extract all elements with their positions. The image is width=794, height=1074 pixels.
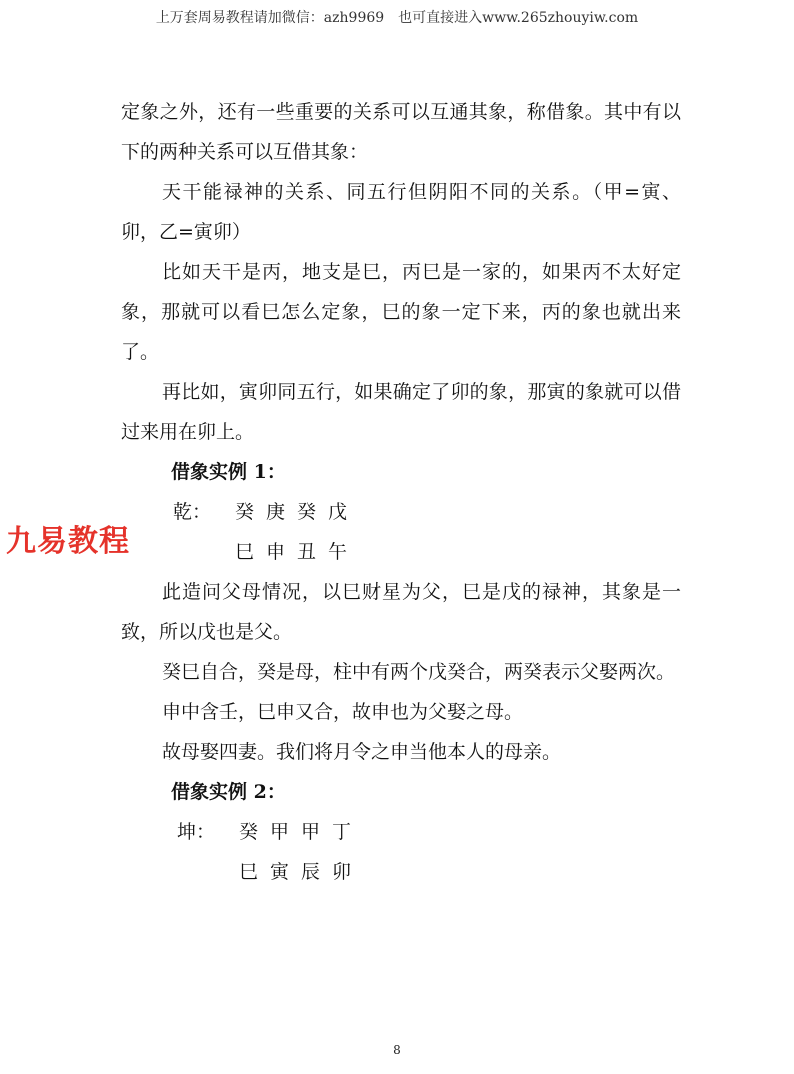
bazi-label: 乾： (173, 501, 212, 523)
page-number: 8 (393, 1043, 401, 1057)
stem: 庚 (266, 501, 286, 523)
page-header: 上万套周易教程请加微信：azh9969 也可直接进入www.265zhouyiw.com (155, 10, 639, 26)
stem: 甲 (301, 821, 321, 843)
bazi-branches-row (121, 852, 681, 892)
stem: 甲 (270, 821, 290, 843)
bazi-branches-row (121, 532, 681, 572)
stem: 癸 (297, 501, 317, 523)
bazi-label: 坤： (177, 821, 216, 843)
example-heading: 借象实例 1： (171, 461, 286, 483)
paragraph: 比如天干是丙，地支是巳，丙巳是一家的，如果丙不太好定象，那就可以看巳怎么定象，巳的象一定下来，丙的象也就出来了。 (121, 261, 681, 363)
watermark-logo: 九易教程 (6, 524, 130, 559)
bazi-stems-row (121, 812, 681, 852)
branch: 巳 (239, 861, 259, 883)
paragraph: 天干能禄神的关系、同五行但阴阳不同的关系。（甲=寅、卯，乙=寅卯） (121, 181, 681, 243)
stem: 癸 (239, 821, 259, 843)
paragraph: 再比如，寅卯同五行，如果确定了卯的象，那寅的象就可以借过来用在卯上。 (121, 381, 681, 443)
branch: 卯 (332, 861, 352, 883)
branch: 申 (266, 541, 286, 563)
bazi-stems-row (121, 492, 681, 532)
stem: 戊 (328, 501, 348, 523)
paragraph: 申中含壬，巳申又合，故申也为父娶之母。 (162, 701, 524, 723)
paragraph: 故母娶四妻。我们将月令之申当他本人的母亲。 (162, 741, 562, 763)
stem: 癸 (235, 501, 255, 523)
branch: 辰 (301, 861, 321, 883)
document-body (121, 92, 681, 892)
branch: 午 (328, 541, 348, 563)
branch: 寅 (270, 861, 290, 883)
example-heading: 借象实例 2： (171, 781, 286, 803)
branch: 丑 (297, 541, 317, 563)
paragraph: 定象之外，还有一些重要的关系可以互通其象，称借象。其中有以下的两种关系可以互借其象： (121, 101, 681, 163)
branch: 巳 (235, 541, 255, 563)
paragraph: 癸巳自合，癸是母，柱中有两个戊癸合，两癸表示父娶两次。 (162, 661, 676, 683)
stem: 丁 (332, 821, 352, 843)
paragraph: 此造问父母情况，以巳财星为父，巳是戊的禄神，其象是一致，所以戊也是父。 (121, 581, 681, 643)
